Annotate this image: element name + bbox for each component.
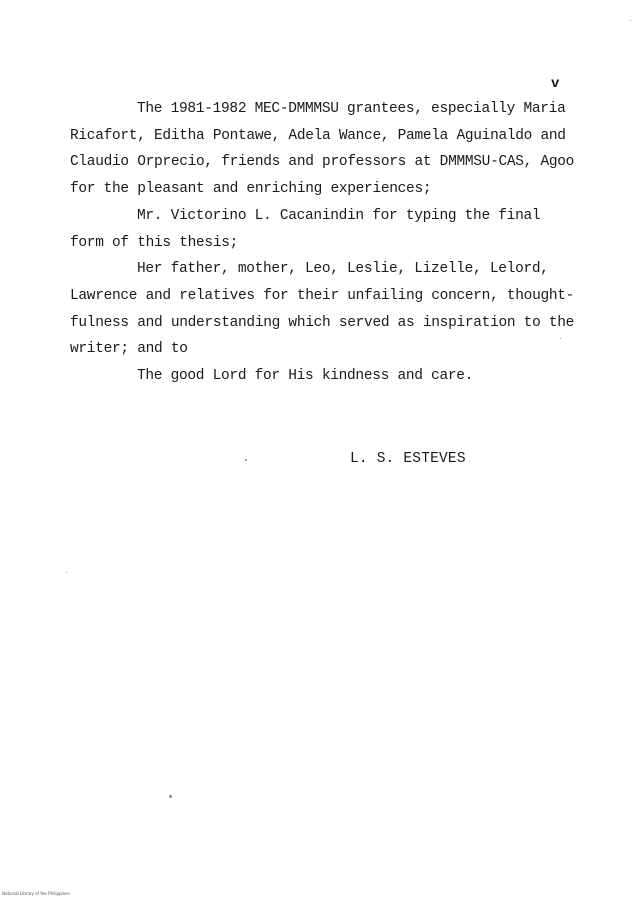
paragraph-family: Her father, mother, Leo, Leslie, Lizelle, Lelord, Lawrence and relatives for their unfailing concern, thought-fulness and understanding which served as inspiration to the writer; and to [70, 261, 575, 358]
paragraph-lord: The good Lord for His kindness and care. [137, 368, 474, 385]
scan-speck [66, 572, 67, 573]
paragraph-grantees: The 1981-1982 MEC-DMMMSU grantees, especially Maria Ricafort, Editha Pontawe, Adela Wance, Pamela Aguinaldo and Claudio Orprecio, friends and professors at DMMMSU-CAS, Agoo for the pleasant and enriching experiences; [70, 101, 575, 198]
scan-speck [630, 20, 631, 21]
scan-speck [169, 795, 172, 798]
paragraph-typist: Mr. Victorino L. Cacanindin for typing the final form of this thesis; [70, 207, 541, 251]
scan-speck [245, 459, 247, 461]
author-signature: L. S. ESTEVES [350, 451, 466, 467]
acknowledgment-body [70, 96, 580, 390]
page-number: v [551, 76, 560, 92]
library-stamp: National Library of the Philippines [2, 891, 70, 896]
scan-speck [560, 338, 561, 339]
